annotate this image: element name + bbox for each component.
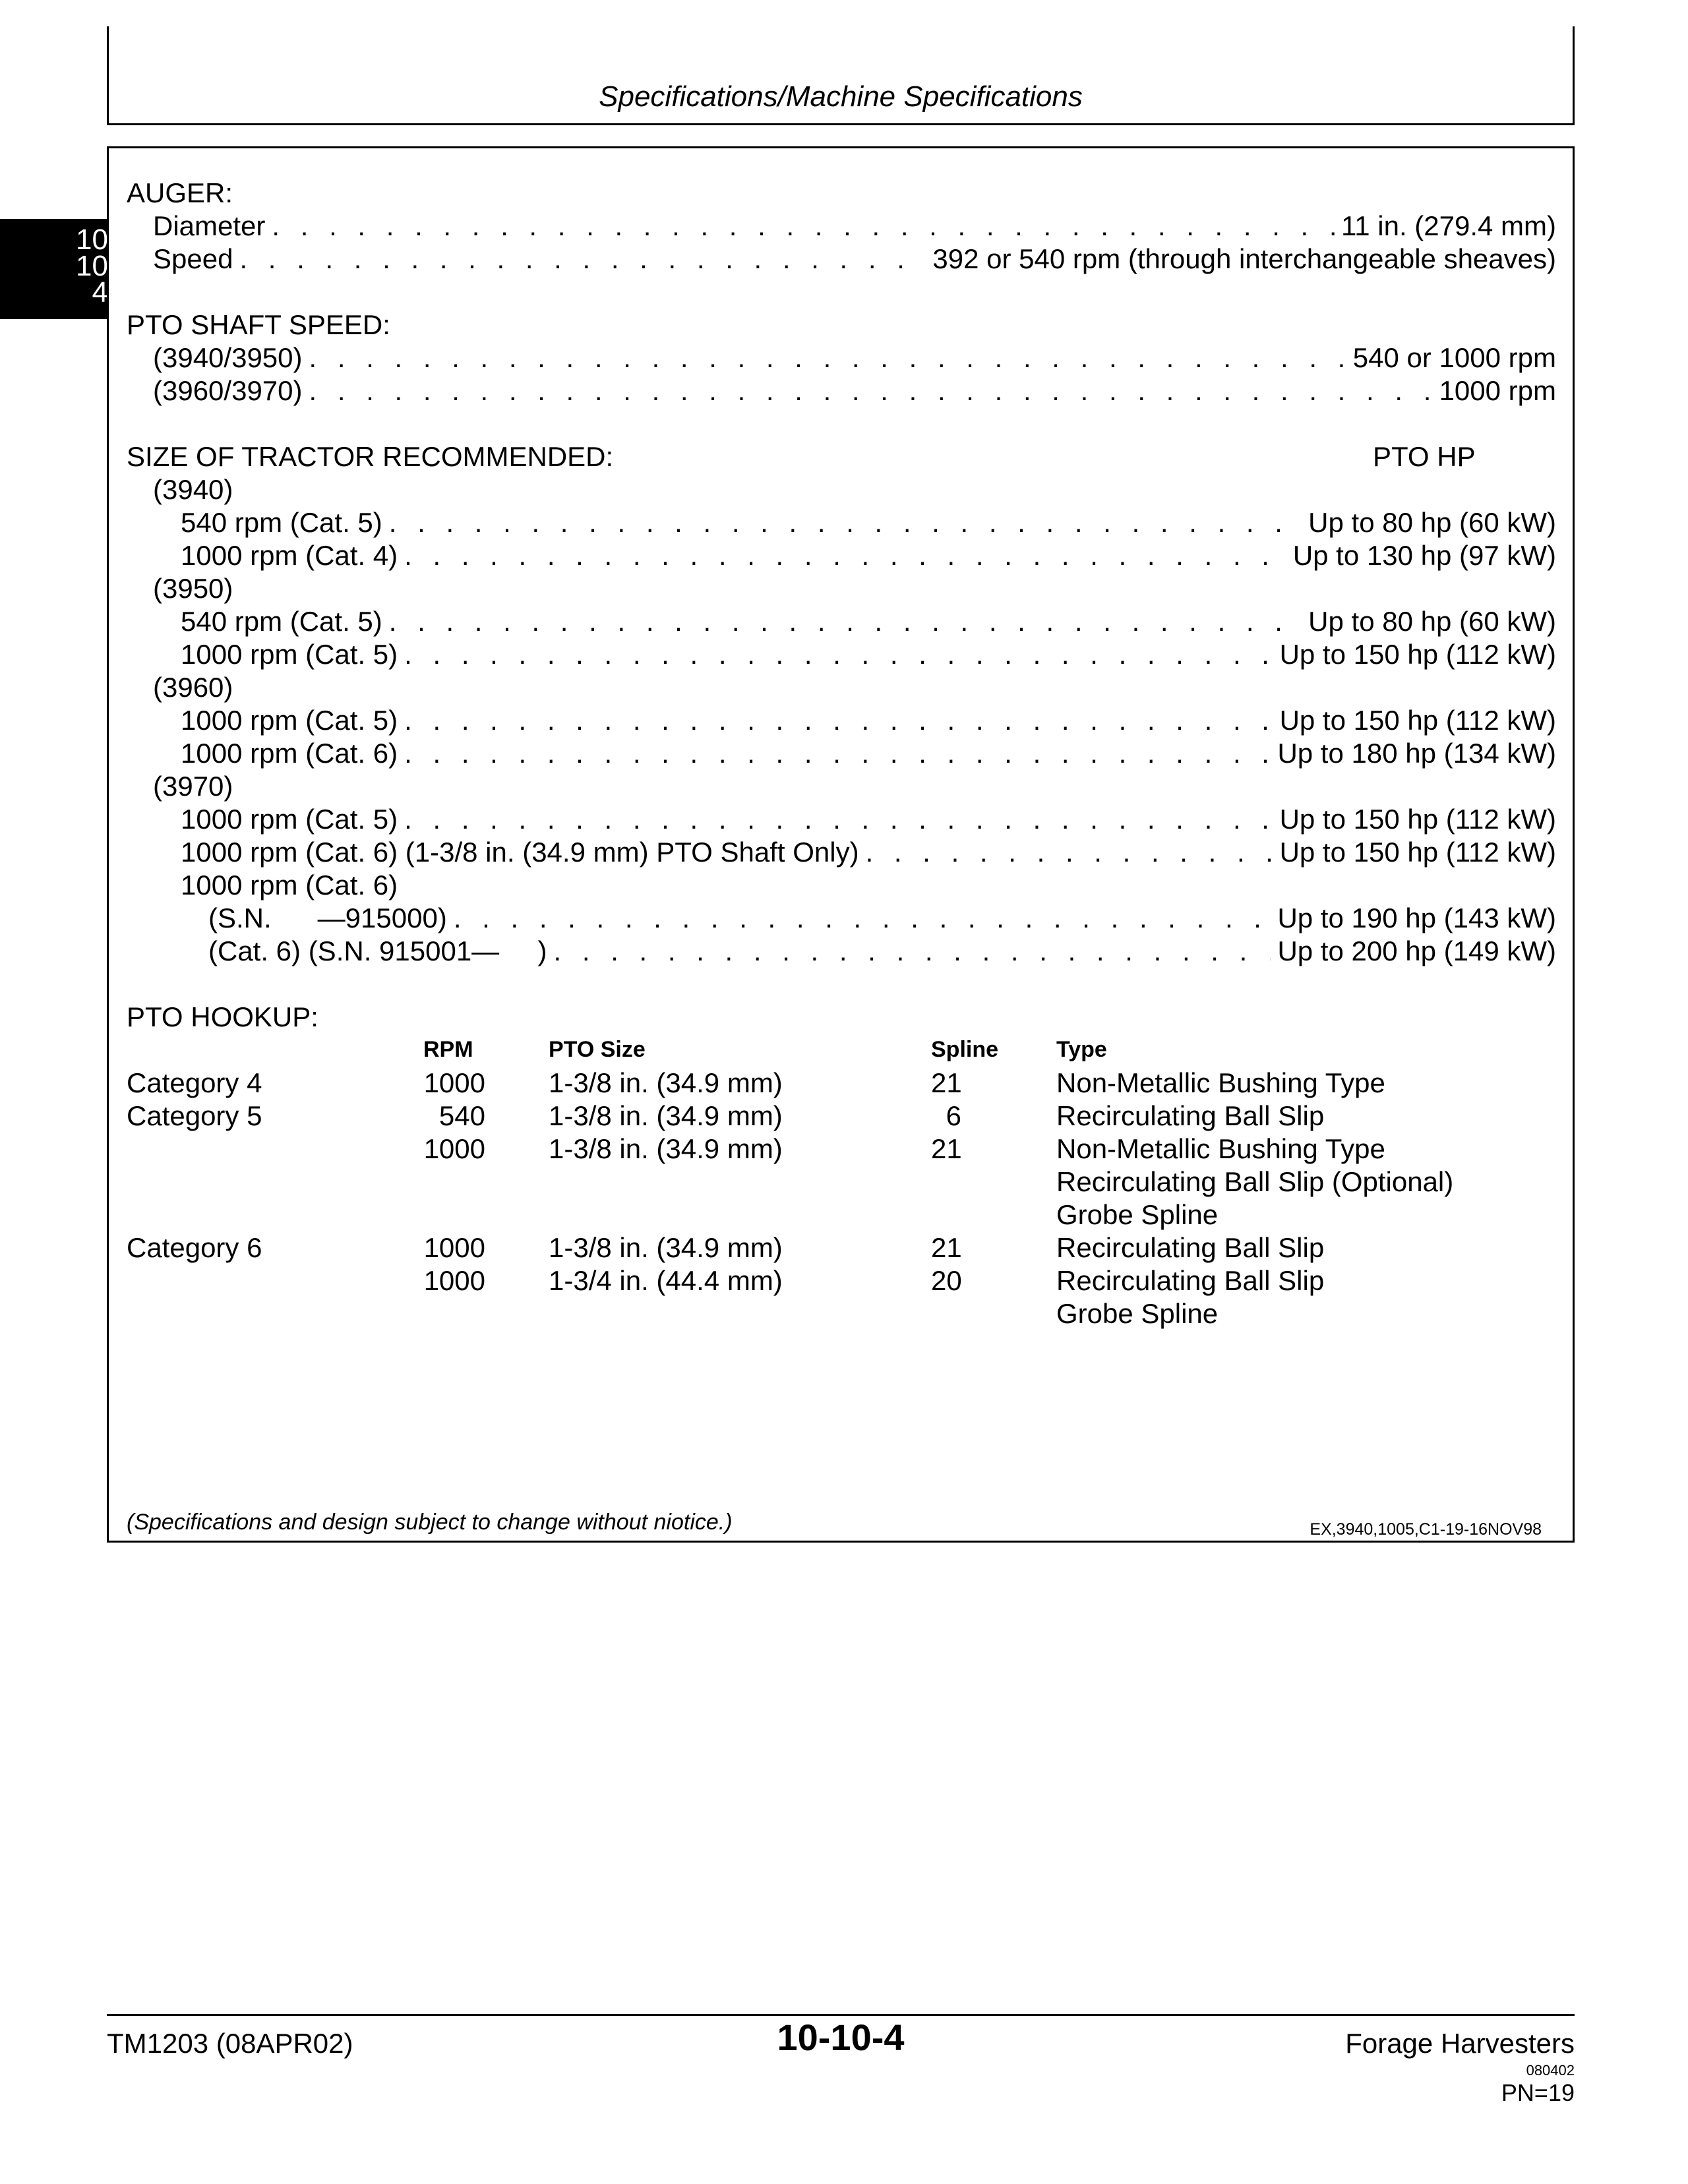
hookup-pto-size: 1-3/8 in. (34.9 mm) [549,1232,783,1263]
leader-dots [866,836,1273,869]
hookup-type: Grobe Spline [1056,1199,1219,1230]
page-number: 10-10-4 [777,2017,905,2058]
tractor-row [181,803,1556,836]
tractor-row [181,704,1556,737]
tractor-row-value: Up to 150 hp (112 kW) [1279,705,1556,736]
hookup-category: Category 5 [127,1100,262,1131]
tractor-row [181,605,1556,638]
leader-dots [404,539,1286,572]
tractor-row-value: Up to 130 hp (97 kW) [1292,540,1556,571]
pto-speed-row [153,341,1556,374]
tractor-row-value: Up to 80 hp (60 kW) [1308,507,1556,538]
auger-speed-value: 392 or 540 rpm (through interchangeable sheaves) [932,243,1556,274]
footer-code: 080402 [1526,2062,1575,2079]
model-label: (3960) [153,672,233,703]
leader-dots [404,737,1271,770]
pto-speed-value: 540 or 1000 rpm [1352,342,1556,373]
leader-dots [454,902,1271,935]
leader-dots [404,638,1273,671]
pto-speed-label: (3960/3970) [153,375,303,406]
page-pn: PN=19 [1501,2079,1575,2106]
tractor-row-label: 1000 rpm (Cat. 4) [181,540,398,571]
col-header-type: Type [1056,1037,1107,1062]
tractor-row-label: (S.N. —915000) [208,902,447,933]
hookup-type: Non-Metallic Bushing Type [1056,1133,1385,1164]
tractor-row-value: Up to 150 hp (112 kW) [1279,804,1556,835]
model-label: (3970) [153,771,233,802]
tractor-heading: SIZE OF TRACTOR RECOMMENDED: [127,441,614,472]
tractor-row-label: 1000 rpm (Cat. 6) (1-3/8 in. (34.9 mm) PTO Shaft Only) [181,837,859,868]
hookup-rpm: 1000 [423,1133,485,1164]
auger-diameter-row [153,210,1556,243]
tractor-row-label: 1000 rpm (Cat. 6) [181,738,398,769]
pto-speed-heading: PTO SHAFT SPEED: [127,309,390,340]
tractor-row [208,902,1556,935]
tractor-row-value: Up to 150 hp (112 kW) [1279,639,1556,670]
tractor-row [181,836,1556,869]
tractor-row-value: Up to 200 hp (149 kW) [1277,935,1556,966]
hookup-pto-size: 1-3/8 in. (34.9 mm) [549,1100,783,1131]
product-name: Forage Harvesters [1345,2028,1575,2059]
hookup-type: Recirculating Ball Slip [1056,1232,1325,1263]
hookup-spline: 6 [946,1100,961,1131]
hookup-type: Non-Metallic Bushing Type [1056,1067,1385,1098]
hookup-pto-size: 1-3/4 in. (44.4 mm) [549,1265,783,1296]
hookup-spline: 21 [931,1067,962,1098]
hookup-heading: PTO HOOKUP: [127,1001,318,1032]
hookup-spline: 21 [931,1232,962,1263]
tractor-row [208,935,1556,968]
tractor-row-label: (Cat. 6) (S.N. 915001— ) [208,935,547,966]
leader-dots [309,341,1346,374]
auger-diameter-value: 11 in. (279.4 mm) [1341,210,1556,241]
hookup-rpm: 540 [438,1100,485,1131]
tractor-row-label: 1000 rpm (Cat. 5) [181,804,398,835]
hookup-category: Category 4 [127,1067,262,1098]
hookup-spline: 21 [931,1133,962,1164]
col-header-rpm: RPM [423,1037,473,1062]
pto-speed-label: (3940/3950) [153,342,303,373]
auger-diameter-label: Diameter [153,210,266,241]
leader-dots [272,210,1335,243]
hookup-rpm: 1000 [423,1265,485,1296]
tractor-row-value: Up to 80 hp (60 kW) [1308,606,1556,637]
footnote: (Specifications and design subject to change without niotice.) [127,1510,733,1535]
tractor-row [181,506,1556,539]
leader-dots [239,243,926,276]
auger-speed-label: Speed [153,243,233,274]
leader-dots [389,506,1302,539]
tractor-row-value: Up to 190 hp (143 kW) [1277,902,1556,933]
tab-line-1: 10 [76,223,108,256]
tractor-row-value: Up to 180 hp (134 kW) [1277,738,1556,769]
hookup-pto-size: 1-3/8 in. (34.9 mm) [549,1133,783,1164]
tab-line-3: 4 [92,276,108,309]
hookup-type: Recirculating Ball Slip [1056,1265,1325,1296]
tractor-row-label: 1000 rpm (Cat. 5) [181,639,398,670]
hookup-rpm: 1000 [423,1067,485,1098]
tractor-row-value: Up to 150 hp (112 kW) [1279,837,1556,868]
tractor-row-label: 1000 rpm (Cat. 5) [181,705,398,736]
tractor-row [181,737,1556,770]
hookup-category: Category 6 [127,1232,262,1263]
auger-speed-row [153,243,1556,276]
tractor-row [181,638,1556,671]
auger-heading: AUGER: [127,177,233,208]
hookup-rpm: 1000 [423,1232,485,1263]
tractor-row-label: 540 rpm (Cat. 5) [181,606,382,637]
tractor-row-label: 540 rpm (Cat. 5) [181,507,382,538]
document-reference: EX,3940,1005,C1-19-16NOV98 [1310,1520,1542,1539]
pto-speed-value: 1000 rpm [1439,375,1556,406]
pto-hp-header: PTO HP [1373,441,1476,472]
leader-dots [404,704,1273,737]
tab-line-2: 10 [76,250,108,282]
page-title: Specifications/Machine Specifications [599,80,1083,113]
leader-dots [309,374,1433,407]
model-label: (3940) [153,474,233,505]
leader-dots [554,935,1271,968]
hookup-type: Recirculating Ball Slip (Optional) [1056,1166,1454,1197]
pto-speed-row [153,374,1556,407]
hookup-spline: 20 [931,1265,962,1296]
model-label: (3950) [153,573,233,604]
hookup-type: Grobe Spline [1056,1298,1219,1329]
tractor-row [181,539,1556,572]
col-header-spline: Spline [931,1037,999,1062]
leader-dots [404,803,1273,836]
section-tab-marker [0,219,107,319]
manual-id: TM1203 (08APR02) [107,2028,353,2059]
tractor-row-label: 1000 rpm (Cat. 6) [181,870,398,900]
col-header-pto-size: PTO Size [549,1037,646,1062]
leader-dots [389,605,1302,638]
hookup-type: Recirculating Ball Slip [1056,1100,1325,1131]
hookup-pto-size: 1-3/8 in. (34.9 mm) [549,1067,783,1098]
